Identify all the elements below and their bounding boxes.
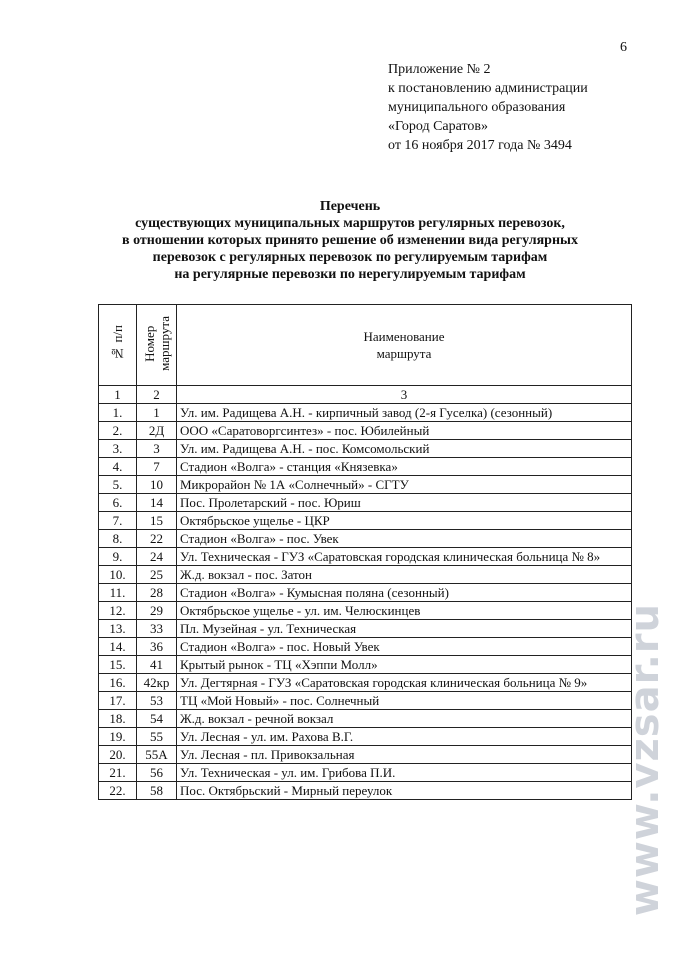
watermark bbox=[620, 590, 670, 930]
table-row bbox=[99, 566, 632, 584]
table-row bbox=[99, 422, 632, 440]
row-number-cell: 11. bbox=[99, 584, 137, 602]
table-row bbox=[99, 710, 632, 728]
route-code-cell: 58 bbox=[137, 782, 177, 800]
row-number-cell: 20. bbox=[99, 746, 137, 764]
table-row bbox=[99, 656, 632, 674]
route-code-cell: 53 bbox=[137, 692, 177, 710]
row-number-cell: 10. bbox=[99, 566, 137, 584]
route-name-cell: Октябрьское ущелье - ул. им. Челюскинцев bbox=[177, 602, 632, 620]
table-row bbox=[99, 440, 632, 458]
table-row bbox=[99, 476, 632, 494]
route-name-cell: Стадион «Волга» - Кумысная поляна (сезонный) bbox=[177, 584, 632, 602]
routes-table bbox=[98, 304, 632, 800]
route-name-cell: ООО «Саратоворгсинтез» - пос. Юбилейный bbox=[177, 422, 632, 440]
appendix-block bbox=[388, 60, 588, 155]
row-number-cell: 13. bbox=[99, 620, 137, 638]
route-name-cell: Стадион «Волга» - пос. Увек bbox=[177, 530, 632, 548]
table-row bbox=[99, 494, 632, 512]
routes-table-body bbox=[99, 404, 632, 800]
page-number: 6 bbox=[620, 40, 627, 55]
route-name-cell: Ж.д. вокзал - речной вокзал bbox=[177, 710, 632, 728]
route-name-cell: Микрорайон № 1А «Солнечный» - СГТУ bbox=[177, 476, 632, 494]
appendix-line: от 16 ноября 2017 года № 3494 bbox=[388, 138, 572, 153]
route-code-cell: 14 bbox=[137, 494, 177, 512]
route-name-cell: Октябрьское ущелье - ЦКР bbox=[177, 512, 632, 530]
row-number-cell: 6. bbox=[99, 494, 137, 512]
appendix-line: «Город Саратов» bbox=[388, 119, 489, 134]
table-row bbox=[99, 728, 632, 746]
table-row bbox=[99, 764, 632, 782]
route-code-cell: 7 bbox=[137, 458, 177, 476]
table-row bbox=[99, 404, 632, 422]
header-route-name bbox=[177, 305, 632, 386]
title-line: на регулярные перевозки по нерегулируемым тарифам bbox=[174, 267, 526, 282]
row-number-cell: 14. bbox=[99, 638, 137, 656]
route-code-cell: 3 bbox=[137, 440, 177, 458]
index-cell: 3 bbox=[177, 386, 632, 404]
route-name-cell: ТЦ «Мой Новый» - пос. Солнечный bbox=[177, 692, 632, 710]
route-code-cell: 33 bbox=[137, 620, 177, 638]
route-name-cell: Пл. Музейная - ул. Техническая bbox=[177, 620, 632, 638]
header-route-number-line1: Номер bbox=[141, 324, 157, 362]
route-code-cell: 54 bbox=[137, 710, 177, 728]
row-number-cell: 8. bbox=[99, 530, 137, 548]
title-line: Перечень bbox=[319, 199, 381, 214]
row-number-cell: 5. bbox=[99, 476, 137, 494]
route-name-cell: Ж.д. вокзал - пос. Затон bbox=[177, 566, 632, 584]
table-row bbox=[99, 674, 632, 692]
route-code-cell: 55А bbox=[137, 746, 177, 764]
route-code-cell: 15 bbox=[137, 512, 177, 530]
route-name-cell: Пос. Октябрьский - Мирный переулок bbox=[177, 782, 632, 800]
route-code-cell: 25 bbox=[137, 566, 177, 584]
route-name-cell: Стадион «Волга» - пос. Новый Увек bbox=[177, 638, 632, 656]
row-number-cell: 3. bbox=[99, 440, 137, 458]
route-name-cell: Ул. Техническая - ул. им. Грибова П.И. bbox=[177, 764, 632, 782]
appendix-line: к постановлению администрации bbox=[388, 81, 588, 96]
title-line: перевозок с регулярных перевозок по регулируемым тарифам bbox=[152, 250, 548, 265]
title-line: существующих муниципальных маршрутов регулярных перевозок, bbox=[135, 216, 565, 231]
row-number-cell: 9. bbox=[99, 548, 137, 566]
row-number-cell: 21. bbox=[99, 764, 137, 782]
header-route-name-line2: маршрута bbox=[376, 346, 432, 361]
appendix-line: муниципального образования bbox=[388, 100, 566, 115]
route-code-cell: 10 bbox=[137, 476, 177, 494]
route-code-cell: 1 bbox=[137, 404, 177, 422]
table-row bbox=[99, 548, 632, 566]
route-name-cell: Стадион «Волга» - станция «Князевка» bbox=[177, 458, 632, 476]
header-route-name-line1: Наименование bbox=[363, 329, 445, 344]
route-code-cell: 55 bbox=[137, 728, 177, 746]
route-name-cell: Ул. Лесная - пл. Привокзальная bbox=[177, 746, 632, 764]
route-name-cell: Ул. Техническая - ГУЗ «Саратовская городская клиническая больница № 8» bbox=[177, 548, 632, 566]
table-row bbox=[99, 620, 632, 638]
row-number-cell: 18. bbox=[99, 710, 137, 728]
route-code-cell: 22 bbox=[137, 530, 177, 548]
row-number-cell: 12. bbox=[99, 602, 137, 620]
row-number-cell: 22. bbox=[99, 782, 137, 800]
route-code-cell: 24 bbox=[137, 548, 177, 566]
table-row bbox=[99, 638, 632, 656]
route-code-cell: 28 bbox=[137, 584, 177, 602]
table-header-row bbox=[99, 305, 632, 386]
title-line: в отношении которых принято решение об изменении вида регулярных bbox=[122, 233, 578, 248]
route-code-cell: 2Д bbox=[137, 422, 177, 440]
table-row bbox=[99, 512, 632, 530]
route-code-cell: 42кр bbox=[137, 674, 177, 692]
header-num-label: № п/п bbox=[110, 325, 125, 361]
header-num bbox=[99, 305, 137, 386]
index-cell: 2 bbox=[137, 386, 177, 404]
index-cell: 1 bbox=[99, 386, 137, 404]
table-row bbox=[99, 746, 632, 764]
route-code-cell: 36 bbox=[137, 638, 177, 656]
table-row bbox=[99, 602, 632, 620]
table-row bbox=[99, 458, 632, 476]
row-number-cell: 1. bbox=[99, 404, 137, 422]
route-name-cell: Ул. им. Радищева А.Н. - кирпичный завод (2-я Гуселка) (сезонный) bbox=[177, 404, 632, 422]
route-name-cell: Ул. им. Радищева А.Н. - пос. Комсомольский bbox=[177, 440, 632, 458]
route-name-cell: Ул. Дегтярная - ГУЗ «Саратовская городская клиническая больница № 9» bbox=[177, 674, 632, 692]
route-code-cell: 29 bbox=[137, 602, 177, 620]
row-number-cell: 16. bbox=[99, 674, 137, 692]
row-number-cell: 17. bbox=[99, 692, 137, 710]
header-route-number-line2: маршрута bbox=[156, 315, 172, 371]
table-row bbox=[99, 584, 632, 602]
document-title bbox=[80, 198, 620, 283]
row-number-cell: 15. bbox=[99, 656, 137, 674]
table-row bbox=[99, 782, 632, 800]
header-route-number bbox=[137, 305, 177, 386]
route-name-cell: Ул. Лесная - ул. им. Рахова В.Г. bbox=[177, 728, 632, 746]
watermark-text: www.vzsar.ru bbox=[622, 603, 668, 917]
table-row bbox=[99, 692, 632, 710]
route-name-cell: Пос. Пролетарский - пос. Юриш bbox=[177, 494, 632, 512]
header-route-number-label bbox=[142, 316, 172, 371]
row-number-cell: 19. bbox=[99, 728, 137, 746]
row-number-cell: 2. bbox=[99, 422, 137, 440]
row-number-cell: 7. bbox=[99, 512, 137, 530]
appendix-line: Приложение № 2 bbox=[388, 62, 491, 77]
route-name-cell: Крытый рынок - ТЦ «Хэппи Молл» bbox=[177, 656, 632, 674]
route-code-cell: 56 bbox=[137, 764, 177, 782]
table-index-row bbox=[99, 386, 632, 404]
table-row bbox=[99, 530, 632, 548]
row-number-cell: 4. bbox=[99, 458, 137, 476]
route-code-cell: 41 bbox=[137, 656, 177, 674]
